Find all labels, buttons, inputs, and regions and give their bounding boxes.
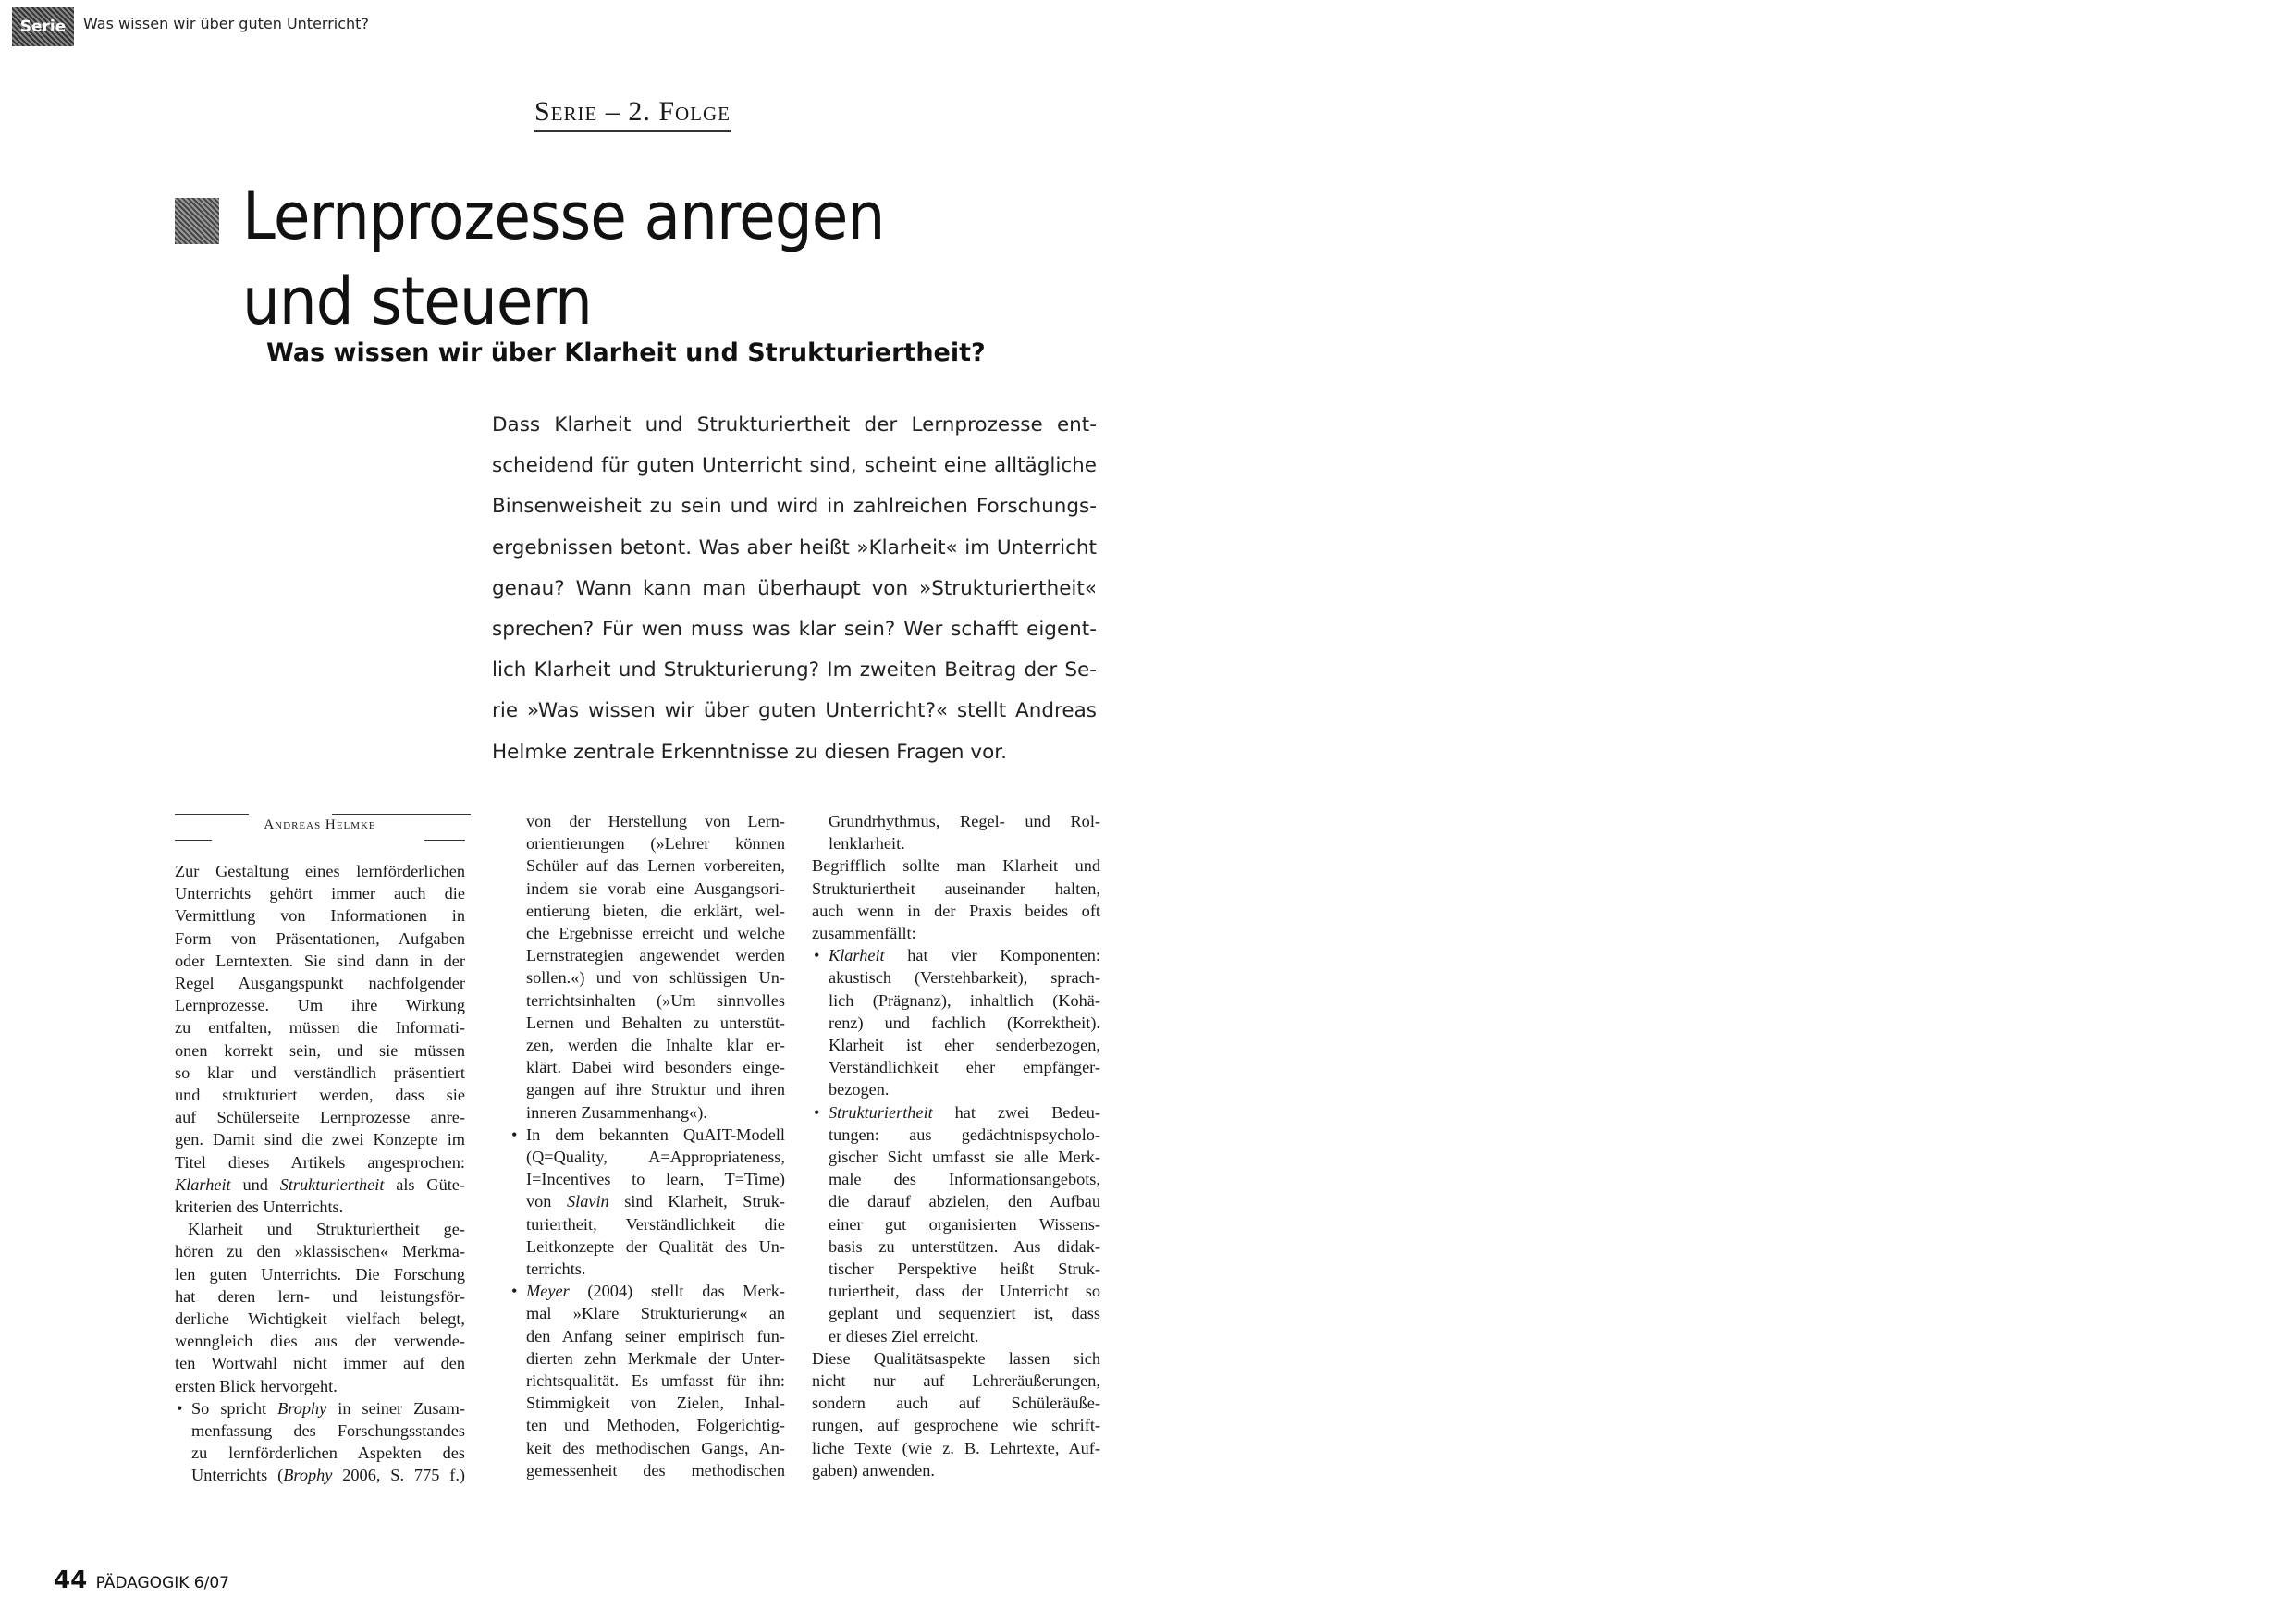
paragraph	[510, 810, 785, 1124]
text-line: Titel dieses Artikels angesprochen:	[175, 1152, 465, 1172]
text-line: gemessenheit des methodischen	[526, 1460, 785, 1480]
text-line: auch wenn in der Praxis beides oft	[812, 901, 1100, 920]
text-line: nicht nur auf Lehreräußerungen,	[812, 1371, 1100, 1391]
bullet-item	[812, 1101, 1100, 1347]
bullet-icon: •	[511, 1124, 518, 1144]
divider	[175, 840, 212, 841]
subtitle: Was wissen wir über Klarheit und Strukturiertheit?	[266, 338, 986, 367]
text-line: Stimmigkeit von Zielen, Inhal-	[526, 1394, 785, 1413]
text-line: geplant und sequenziert ist, dass	[829, 1304, 1100, 1323]
text-line: Zur Gestaltung eines lernförderlichen	[175, 862, 465, 880]
title-line-2: und steuern	[242, 264, 592, 339]
text-line: Binsenweisheit zu sein und wird in zahlreichen Forschungs-	[492, 495, 1097, 519]
text-line: sollen.«) und von schlüssigen Un-	[526, 968, 785, 988]
series-badge-label: Serie	[19, 18, 67, 36]
text-line: hören zu den »klassischen« Merkma-	[175, 1242, 465, 1261]
text-line: mal »Klare Strukturierung« an	[526, 1304, 785, 1323]
title-marker-icon	[175, 198, 219, 244]
paragraph	[812, 854, 1100, 944]
text-line: Diese Qualitätsaspekte lassen sich	[812, 1348, 1100, 1368]
text-line: sprechen? Für wen muss was klar sein? Wer schafft eigent-	[492, 618, 1097, 642]
text-line: keit des methodischen Gangs, An-	[526, 1438, 785, 1457]
text-line: Regel Ausgangspunkt nachfolgender	[175, 974, 465, 993]
text-line: turiertheit, Verständlichkeit die	[526, 1214, 785, 1234]
text-line: Klarheit und Strukturiertheit ge-	[188, 1220, 465, 1239]
bullet-item	[510, 1124, 785, 1280]
text-line: (Q=Quality, A=Appropriateness,	[526, 1148, 785, 1167]
text-line: einer gut organisierten Wissens-	[829, 1214, 1100, 1234]
text-line: Schüler auf das Lernen vorbereiten,	[526, 856, 785, 876]
paragraph	[812, 1347, 1100, 1481]
text-line: richtsqualität. Es umfasst für ihn:	[526, 1371, 785, 1391]
text-line: entierung bieten, die erklärt, wel-	[526, 901, 785, 920]
text-line: terrichts.	[526, 1260, 586, 1279]
text-line: hat deren lern- und leistungsför-	[175, 1286, 465, 1306]
bullet-item	[812, 944, 1100, 1100]
bullet-icon: •	[814, 946, 820, 965]
lead-paragraph	[492, 405, 1097, 773]
text-line: lich Klarheit und Strukturierung? Im zweiten Beitrag der Se-	[492, 658, 1097, 682]
text-line: den Anfang seiner empirisch fun-	[526, 1326, 785, 1346]
text-line: bezogen.	[829, 1080, 890, 1100]
text-line: Klarheit ist eher senderbezogen,	[829, 1036, 1100, 1055]
text-line: er dieses Ziel erreicht.	[829, 1326, 979, 1346]
text-line: ergebnissen betont. Was aber heißt »Klarheit« im Unterricht	[492, 535, 1097, 559]
text-line: I=Incentives to learn, T=Time)	[526, 1170, 785, 1189]
text-line: ten und Methoden, Folgerichtig-	[526, 1416, 785, 1435]
paragraph	[175, 1218, 465, 1397]
text-line: Verständlichkeit eher empfänger-	[829, 1058, 1100, 1077]
text-line: basis zu unterstützen. Aus didak-	[829, 1236, 1100, 1256]
text-line: tungen: aus gedächtnispsycholo-	[829, 1124, 1100, 1144]
bullet-item	[510, 1280, 785, 1481]
series-label-text: Serie – 2. Folge	[534, 96, 731, 132]
page-title	[242, 174, 884, 344]
text-line: zusammenfällt:	[812, 924, 916, 943]
page-footer	[54, 1567, 229, 1594]
bullet-icon: •	[177, 1398, 183, 1418]
title-line-1: Lernprozesse anregen	[242, 178, 885, 254]
divider	[175, 814, 249, 815]
text-line: Leitkonzepte der Qualität des Un-	[526, 1236, 785, 1256]
text-line: Strukturiertheit hat zwei Bedeu-	[829, 1102, 1100, 1122]
text-line: Lernprozesse. Um ihre Wirkung	[175, 996, 465, 1015]
divider	[332, 814, 471, 815]
text-line: Lernstrategien angewendet werden	[526, 946, 785, 965]
text-line: Unterrichts (Brophy 2006, S. 775 f.)	[191, 1466, 465, 1485]
bullet-icon: •	[511, 1282, 518, 1301]
article-column-2	[510, 810, 785, 1481]
text-line: von der Herstellung von Lern-	[526, 812, 785, 830]
text-line: liche Texte (wie z. B. Lehrtexte, Auf-	[812, 1438, 1100, 1457]
text-line: In dem bekannten QuAIT-Modell	[526, 1124, 785, 1144]
text-line: Grundrhythmus, Regel- und Rol-	[829, 812, 1100, 830]
text-line: ten Wortwahl nicht immer auf den	[175, 1354, 465, 1373]
text-line: derliche Wichtigkeit vielfach belegt,	[175, 1309, 465, 1329]
bullet-icon: •	[814, 1102, 820, 1122]
paragraph	[175, 860, 465, 1218]
text-line: zen, werden die Inhalte klar er-	[526, 1036, 785, 1055]
text-line: die darauf abzielen, den Aufbau	[829, 1192, 1100, 1211]
bullet-item	[175, 1397, 465, 1487]
text-line: kriterien des Unterrichts.	[175, 1198, 344, 1217]
text-line: len guten Unterrichts. Die Forschung	[175, 1264, 465, 1284]
text-line: wenngleich dies aus der verwende-	[175, 1332, 465, 1351]
text-line: onen korrekt sein, und sie müssen	[175, 1040, 465, 1060]
article-column-3	[812, 810, 1100, 1481]
text-line: Begrifflich sollte man Klarheit und	[812, 856, 1100, 876]
text-line: oder Lerntexten. Sie sind dann in der	[175, 951, 465, 970]
text-line: sondern auch auf Schüleräuße-	[812, 1394, 1100, 1413]
text-line: Dass Klarheit und Strukturiertheit der Lernprozesse ent-	[492, 413, 1097, 436]
text-line: gaben) anwenden.	[812, 1460, 935, 1480]
text-line: ersten Blick hervorgeht.	[175, 1376, 338, 1395]
text-line: dierten zehn Merkmale der Unter-	[526, 1348, 785, 1368]
text-line: renz) und fachlich (Korrektheit).	[829, 1013, 1100, 1032]
text-line: indem sie vorab eine Ausgangsori-	[526, 879, 785, 898]
text-line: orientierungen (»Lehrer können	[526, 834, 785, 854]
text-line: rie »Was wissen wir über guten Unterricht?« stellt Andreas	[492, 699, 1097, 723]
text-line: auf Schülerseite Lernprozesse anre-	[175, 1108, 465, 1127]
text-line: Strukturiertheit auseinander halten,	[812, 879, 1100, 898]
text-line: rungen, auf gesprochene wie schrift-	[812, 1416, 1100, 1435]
text-line: gangen auf ihre Struktur und ihren	[526, 1080, 785, 1100]
text-line: lich (Prägnanz), inhaltlich (Kohä-	[829, 990, 1100, 1010]
text-line: Unterrichts gehört immer auch die	[175, 884, 465, 903]
running-head: Was wissen wir über guten Unterricht?	[83, 15, 369, 32]
text-line: Meyer (2004) stellt das Merk-	[526, 1282, 785, 1301]
text-line: lenklarheit.	[829, 834, 905, 854]
series-label	[448, 96, 817, 128]
text-line: akustisch (Verstehbarkeit), sprach-	[829, 968, 1100, 988]
text-line: scheidend für guten Unterricht sind, scheint eine alltägliche	[492, 454, 1097, 478]
author-byline	[175, 817, 465, 833]
text-line: Form von Präsentationen, Aufgaben	[175, 928, 465, 948]
paragraph	[812, 810, 1100, 854]
text-line: che Ergebnisse erreicht und welche	[526, 924, 785, 943]
journal-issue: PÄDAGOGIK 6/07	[95, 1574, 229, 1592]
page-number: 44	[54, 1567, 88, 1594]
series-badge	[12, 7, 74, 46]
divider	[424, 840, 465, 841]
text-line: Klarheit hat vier Komponenten:	[829, 946, 1100, 965]
text-line: und strukturiert werden, dass sie	[175, 1086, 465, 1105]
text-line: menfassung des Forschungsstandes	[191, 1421, 465, 1441]
text-line: Vermittlung von Informationen in	[175, 906, 465, 926]
text-line: gen. Damit sind die zwei Konzepte im	[175, 1130, 465, 1149]
text-line: zu lernförderlichen Aspekten des	[191, 1444, 465, 1463]
author-name: Andreas Helmke	[264, 817, 376, 832]
text-line: gischer Sicht umfasst sie alle Merk-	[829, 1148, 1100, 1167]
text-line: So spricht Brophy in seiner Zusam-	[191, 1398, 465, 1418]
text-line: Klarheit und Strukturiertheit als Güte-	[175, 1174, 465, 1194]
text-line: male des Informationsangebots,	[829, 1170, 1100, 1189]
text-line: terrichtsinhalten (»Um sinnvolles	[526, 990, 785, 1010]
text-line: klärt. Dabei wird besonders einge-	[526, 1058, 785, 1077]
article-column-1	[175, 860, 465, 1487]
text-line: Lernen und Behalten zu unterstüt-	[526, 1013, 785, 1032]
text-line: turiertheit, dass der Unterricht so	[829, 1282, 1100, 1301]
text-line: inneren Zusammenhang«).	[526, 1102, 707, 1122]
text-line: genau? Wann kann man überhaupt von »Strukturiertheit«	[492, 576, 1097, 600]
text-line: so klar und verständlich präsentiert	[175, 1063, 465, 1082]
text-line: Helmke zentrale Erkenntnisse zu diesen Fragen vor.	[492, 740, 1007, 764]
text-line: zu entfalten, müssen die Informati-	[175, 1018, 465, 1038]
text-line: von Slavin sind Klarheit, Struk-	[526, 1192, 785, 1211]
text-line: tischer Perspektive heißt Struk-	[829, 1260, 1100, 1279]
